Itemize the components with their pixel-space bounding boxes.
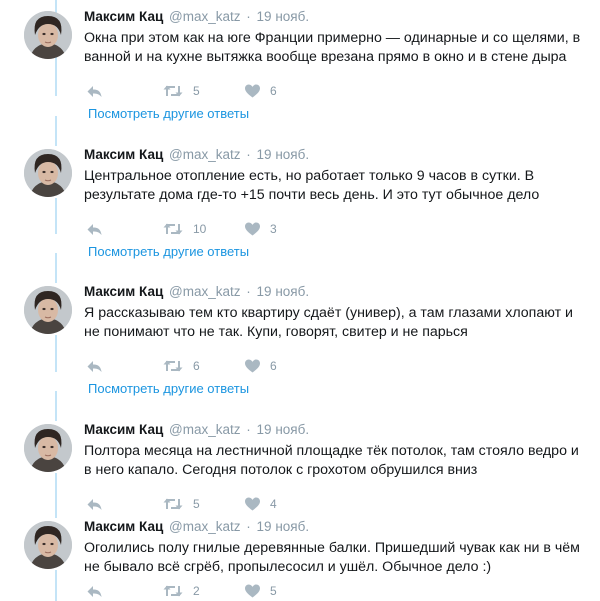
tweet-actions bbox=[84, 220, 384, 238]
retweet-icon bbox=[163, 359, 183, 373]
retweet-button[interactable] bbox=[163, 357, 200, 375]
avatar[interactable] bbox=[24, 521, 72, 569]
timestamp[interactable]: 19 нояб. bbox=[256, 519, 310, 534]
like-count: 4 bbox=[270, 497, 277, 511]
separator: · bbox=[246, 519, 251, 534]
retweet-button[interactable] bbox=[163, 82, 200, 100]
retweet-count: 5 bbox=[193, 497, 200, 511]
reply-button[interactable] bbox=[86, 82, 103, 100]
tweet-header bbox=[84, 147, 309, 162]
author-name[interactable]: Максим Кац bbox=[84, 9, 164, 24]
tweet-actions bbox=[84, 357, 384, 375]
retweet-button[interactable] bbox=[163, 220, 206, 238]
retweet-button[interactable] bbox=[163, 582, 200, 600]
reply-icon bbox=[86, 359, 103, 374]
author-handle[interactable]: @max_katz bbox=[169, 422, 241, 437]
avatar[interactable] bbox=[24, 286, 72, 334]
tweet-text: Я рассказываю тем кто квартиру сдаёт (универ), а там глазами хлопают и не понимают что не так. Купи, говорят, свитер и не парься bbox=[84, 305, 573, 340]
tweet-text: Полтора месяца на лестничной площадке тёк потолок, там стояло ведро и в него капало. Сегодня потолок с грохотом обрушился вниз bbox=[84, 443, 579, 478]
tweet-actions bbox=[84, 82, 384, 100]
more-replies-link[interactable]: Посмотреть другие ответы bbox=[88, 381, 250, 396]
like-count: 3 bbox=[270, 222, 277, 236]
like-button[interactable] bbox=[245, 495, 277, 513]
tweet-text: Окна при этом как на юге Франции примерно — одинарные и со щелями, в ванной и на кухне вытяжка вообще врезана прямо в окно и в стене дыра bbox=[84, 30, 581, 65]
separator: · bbox=[246, 147, 251, 162]
avatar[interactable] bbox=[24, 424, 72, 472]
like-icon bbox=[245, 84, 260, 98]
tweet-header bbox=[84, 284, 309, 299]
author-handle[interactable]: @max_katz bbox=[169, 9, 241, 24]
avatar-image bbox=[24, 149, 72, 197]
avatar[interactable] bbox=[24, 149, 72, 197]
tweet-actions bbox=[84, 582, 384, 600]
tweet-text: Оголились полу гнилые деревянные балки. Пришедший чувак как ни в чём не бывало всё сгрёб, пропылесосил и ушёл. Обычное дело :) bbox=[84, 540, 580, 575]
tweet[interactable] bbox=[0, 421, 600, 518]
thread-line bbox=[55, 253, 57, 283]
avatar-image bbox=[24, 521, 72, 569]
retweet-count: 10 bbox=[193, 222, 207, 236]
tweet-text: Центральное отопление есть, но работает только 9 часов в сутки. В результате дома где-то +15 почти весь день. И это тут обычное дело bbox=[84, 168, 540, 203]
reply-button[interactable] bbox=[86, 582, 103, 600]
separator: · bbox=[246, 284, 251, 299]
retweet-count: 5 bbox=[193, 84, 200, 98]
like-button[interactable] bbox=[245, 357, 277, 375]
tweet-actions bbox=[84, 495, 384, 513]
author-name[interactable]: Максим Кац bbox=[84, 147, 164, 162]
tweet[interactable] bbox=[0, 8, 600, 121]
retweet-icon bbox=[163, 222, 183, 236]
like-count: 6 bbox=[270, 359, 277, 373]
separator: · bbox=[246, 422, 251, 437]
retweet-count: 6 bbox=[193, 359, 200, 373]
avatar-image bbox=[24, 286, 72, 334]
separator: · bbox=[246, 9, 251, 24]
more-replies-link[interactable]: Посмотреть другие ответы bbox=[88, 106, 250, 121]
tweet[interactable] bbox=[0, 518, 600, 601]
retweet-icon bbox=[163, 584, 183, 598]
like-count: 6 bbox=[270, 84, 277, 98]
reply-icon bbox=[86, 497, 103, 512]
author-name[interactable]: Максим Кац bbox=[84, 519, 164, 534]
reply-button[interactable] bbox=[86, 357, 103, 375]
author-handle[interactable]: @max_katz bbox=[169, 147, 241, 162]
tweet-header bbox=[84, 422, 309, 437]
reply-icon bbox=[86, 222, 103, 237]
thread-line bbox=[55, 391, 57, 421]
like-button[interactable] bbox=[245, 582, 277, 600]
avatar-image bbox=[24, 11, 72, 59]
reply-icon bbox=[86, 584, 103, 599]
like-button[interactable] bbox=[245, 220, 277, 238]
author-name[interactable]: Максим Кац bbox=[84, 284, 164, 299]
more-replies-link[interactable]: Посмотреть другие ответы bbox=[88, 244, 250, 259]
tweet[interactable] bbox=[0, 146, 600, 259]
timestamp[interactable]: 19 нояб. bbox=[256, 422, 310, 437]
timestamp[interactable]: 19 нояб. bbox=[256, 9, 310, 24]
like-icon bbox=[245, 222, 260, 236]
reply-icon bbox=[86, 84, 103, 99]
reply-button[interactable] bbox=[86, 220, 103, 238]
like-button[interactable] bbox=[245, 82, 277, 100]
retweet-count: 2 bbox=[193, 584, 200, 598]
retweet-button[interactable] bbox=[163, 495, 200, 513]
like-count: 5 bbox=[270, 584, 277, 598]
reply-button[interactable] bbox=[86, 495, 103, 513]
retweet-icon bbox=[163, 497, 183, 511]
tweet-header bbox=[84, 519, 309, 534]
timestamp[interactable]: 19 нояб. bbox=[256, 284, 310, 299]
author-handle[interactable]: @max_katz bbox=[169, 519, 241, 534]
tweet-header bbox=[84, 9, 309, 24]
like-icon bbox=[245, 359, 260, 373]
retweet-icon bbox=[163, 84, 183, 98]
avatar[interactable] bbox=[24, 11, 72, 59]
author-name[interactable]: Максим Кац bbox=[84, 422, 164, 437]
avatar-image bbox=[24, 424, 72, 472]
thread-line bbox=[55, 116, 57, 146]
author-handle[interactable]: @max_katz bbox=[169, 284, 241, 299]
like-icon bbox=[245, 497, 260, 511]
tweet[interactable] bbox=[0, 283, 600, 396]
like-icon bbox=[245, 584, 260, 598]
timestamp[interactable]: 19 нояб. bbox=[256, 147, 310, 162]
